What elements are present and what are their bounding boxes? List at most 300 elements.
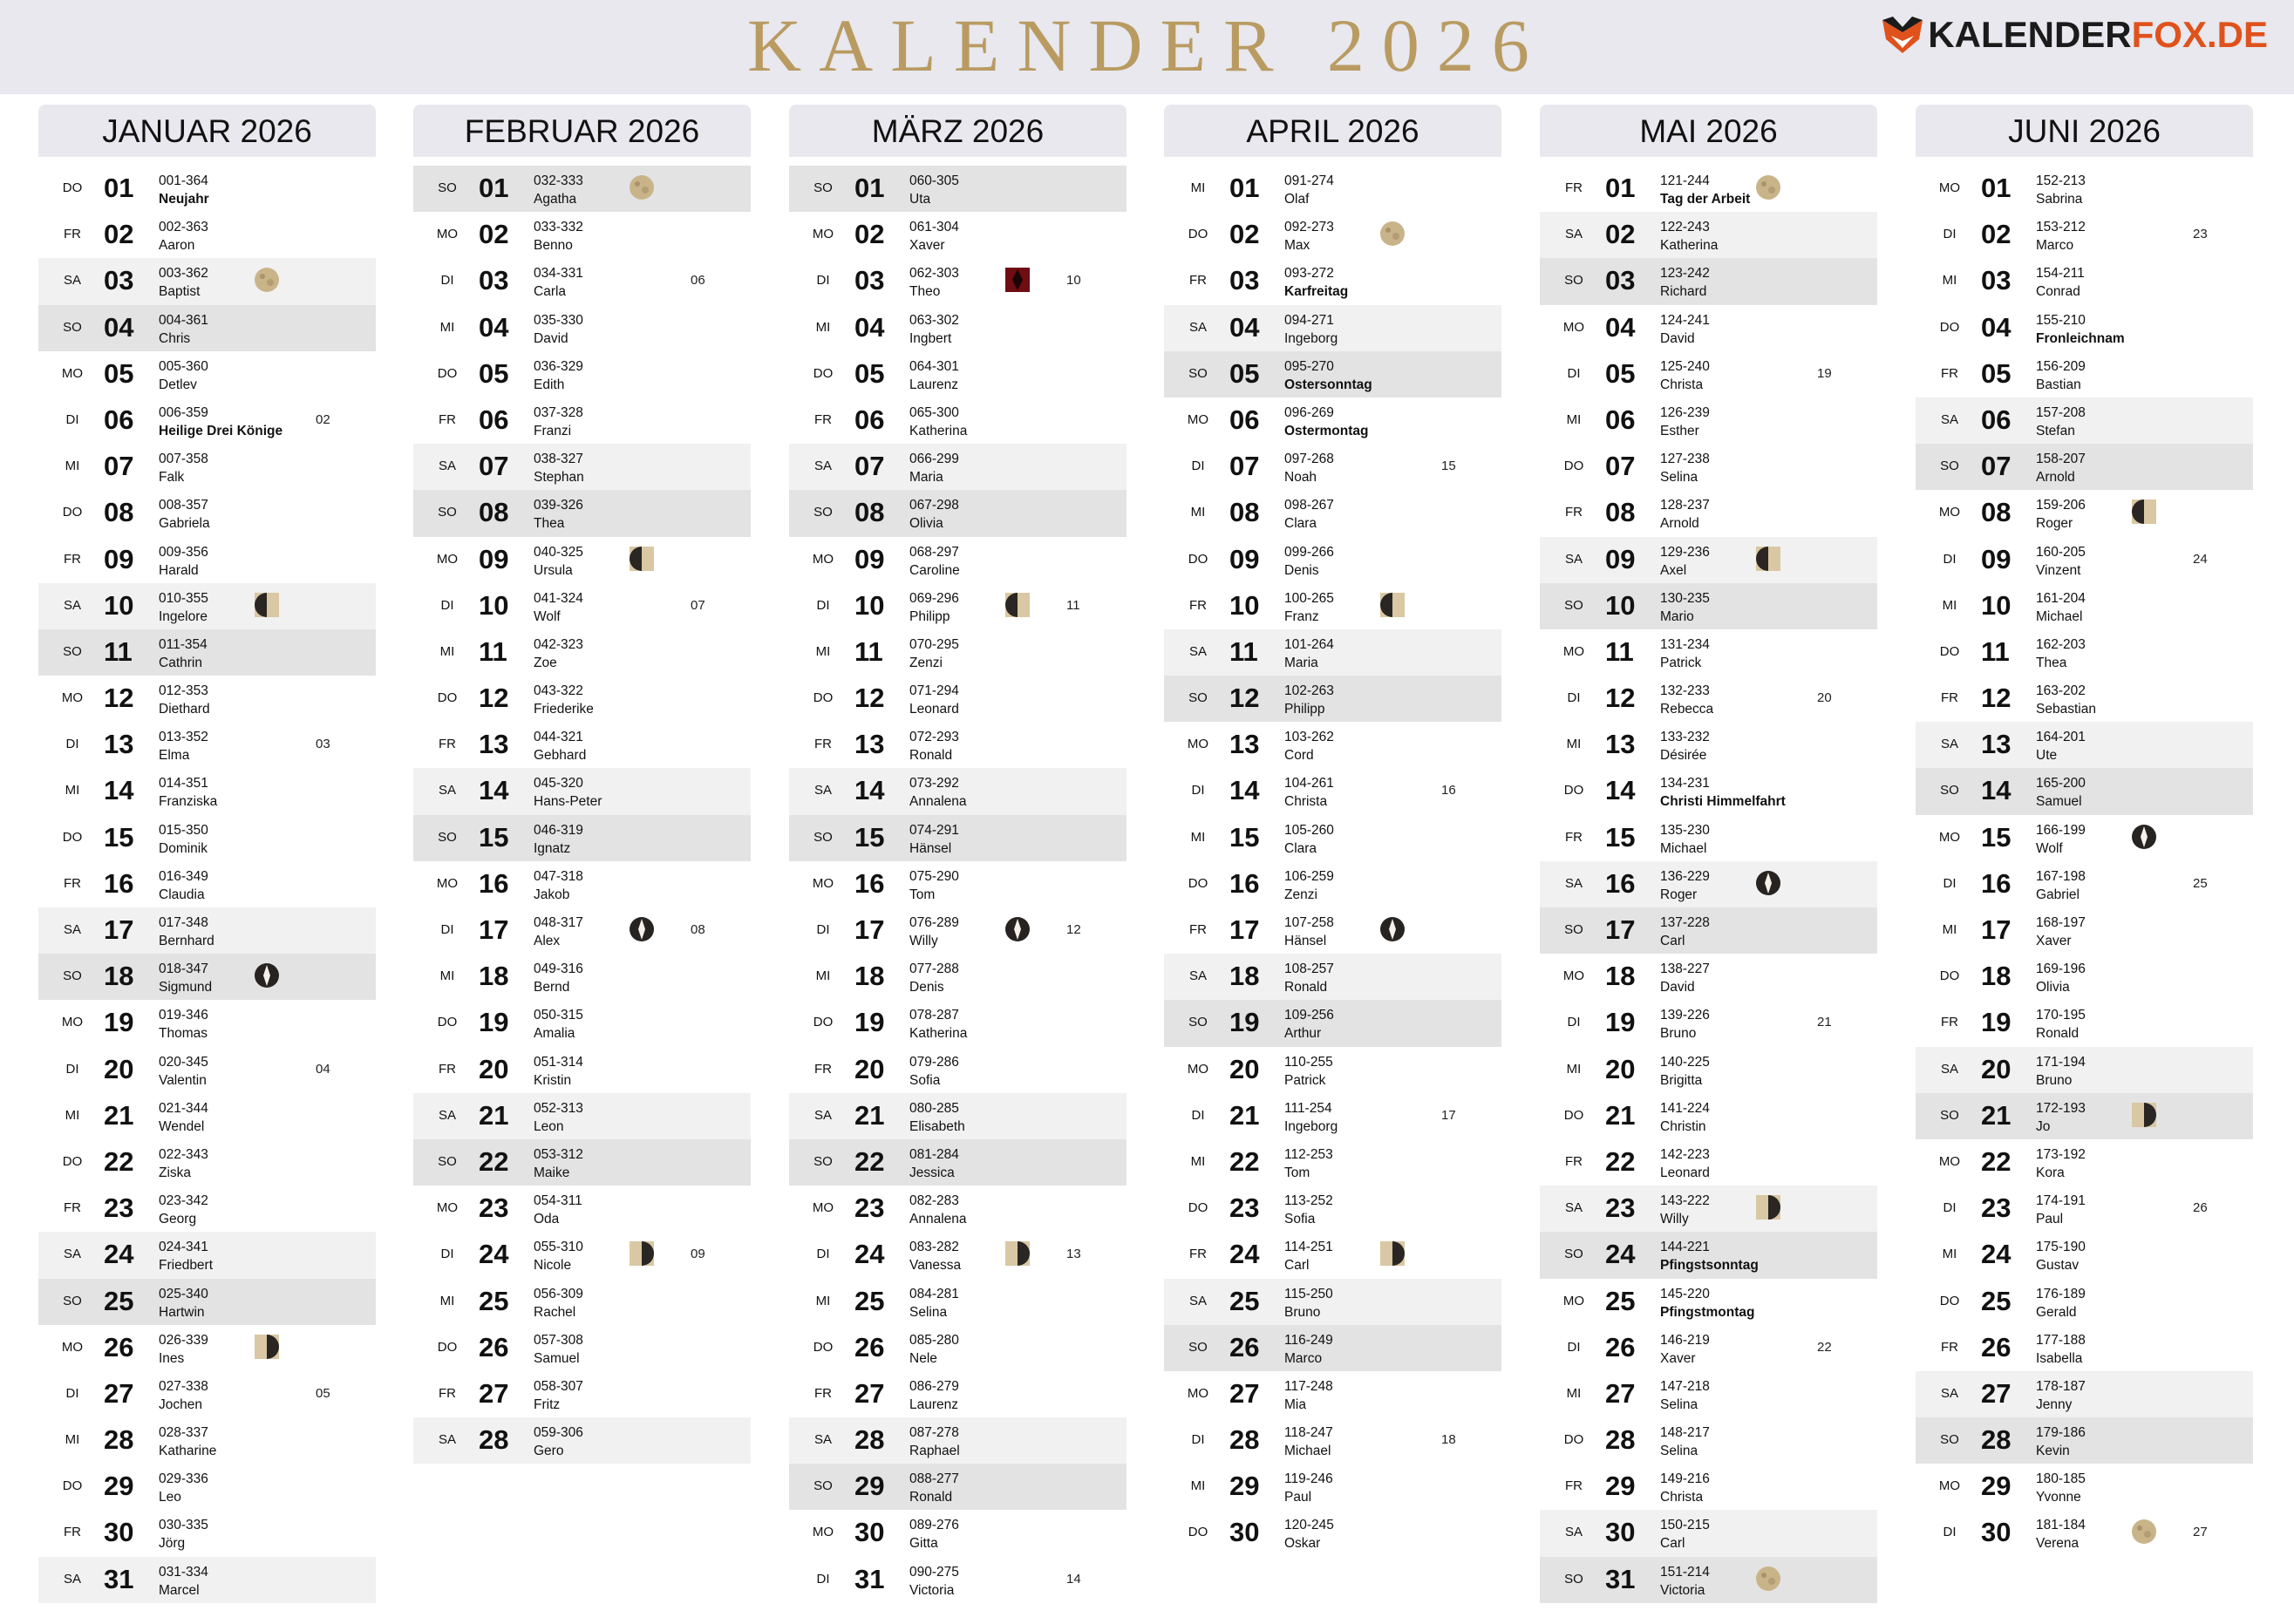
- day-row[interactable]: [38, 444, 376, 490]
- day-row[interactable]: [789, 351, 1127, 398]
- day-row[interactable]: [38, 907, 376, 954]
- day-info: [1660, 635, 1710, 672]
- day-info: [2036, 1470, 2086, 1506]
- weekday-label: SO: [63, 643, 82, 659]
- weekday-label: MO: [1938, 1478, 1961, 1494]
- day-row[interactable]: [413, 722, 751, 768]
- day-row[interactable]: [413, 815, 751, 861]
- day-row[interactable]: [1916, 444, 2253, 490]
- weekday-label: SO: [1188, 365, 1208, 381]
- day-number: 28: [479, 1424, 509, 1456]
- day-row[interactable]: [1540, 815, 1877, 861]
- day-row[interactable]: [1916, 629, 2253, 676]
- day-row[interactable]: [1540, 444, 1877, 490]
- day-row[interactable]: [1916, 166, 2253, 212]
- day-info: [1660, 1285, 1755, 1322]
- day-row[interactable]: [38, 398, 376, 444]
- week-number: 15: [1441, 459, 1456, 474]
- day-of-year-count: 085-280: [909, 1332, 959, 1348]
- weekday-label: DI: [1567, 365, 1581, 381]
- name-day: Roger: [2036, 516, 2073, 532]
- day-row[interactable]: [1916, 583, 2253, 629]
- day-row[interactable]: [38, 490, 376, 536]
- week-number: 26: [2193, 1200, 2208, 1216]
- day-row[interactable]: [789, 305, 1127, 351]
- weekday-label: MO: [812, 1525, 834, 1540]
- name-day: Bruno: [1660, 1026, 1697, 1042]
- kalenderfox-logo[interactable]: [1881, 10, 2268, 59]
- day-row[interactable]: [1540, 1279, 1877, 1325]
- day-row[interactable]: [1164, 676, 1501, 722]
- weekday-label: FR: [439, 1385, 456, 1401]
- day-row[interactable]: [413, 537, 751, 583]
- day-info: [909, 172, 959, 208]
- day-row[interactable]: [1540, 629, 1877, 676]
- day-row[interactable]: [1540, 1139, 1877, 1186]
- day-row[interactable]: [1164, 722, 1501, 768]
- day-of-year-count: 132-233: [1660, 683, 1710, 699]
- name-day: Marco: [2036, 238, 2074, 254]
- day-row[interactable]: [1916, 1510, 2253, 1556]
- day-row[interactable]: [38, 815, 376, 861]
- day-of-year-count: 125-240: [1660, 358, 1710, 374]
- day-of-year-count: 133-232: [1660, 730, 1710, 745]
- name-day: Ronald: [1284, 980, 1328, 995]
- day-row[interactable]: [38, 722, 376, 768]
- day-row[interactable]: [1916, 768, 2253, 814]
- day-of-year-count: 012-353: [159, 683, 208, 699]
- day-row[interactable]: [1916, 351, 2253, 398]
- day-row[interactable]: [1164, 1325, 1501, 1371]
- weekday-label: MO: [812, 875, 834, 891]
- name-day: Tom: [909, 887, 936, 902]
- day-row[interactable]: [789, 490, 1127, 536]
- day-row[interactable]: [1164, 351, 1501, 398]
- day-row[interactable]: [789, 954, 1127, 1000]
- day-row[interactable]: [789, 861, 1127, 907]
- day-row[interactable]: [1540, 1093, 1877, 1139]
- day-row[interactable]: [1916, 1047, 2253, 1093]
- day-number: 30: [1981, 1517, 2012, 1548]
- day-info: [1284, 728, 1334, 764]
- day-row[interactable]: [38, 1325, 376, 1371]
- day-of-year-count: 033-332: [534, 220, 583, 235]
- day-row[interactable]: [413, 258, 751, 304]
- day-row[interactable]: [38, 212, 376, 258]
- day-number: 24: [1229, 1239, 1260, 1270]
- day-row[interactable]: [1540, 722, 1877, 768]
- day-row[interactable]: [1164, 1232, 1501, 1278]
- day-info: [909, 960, 959, 996]
- moon-new-icon: [2130, 823, 2158, 851]
- day-row[interactable]: [789, 676, 1127, 722]
- day-row[interactable]: [413, 351, 751, 398]
- day-row[interactable]: [1164, 1093, 1501, 1139]
- day-row[interactable]: [38, 676, 376, 722]
- day-row[interactable]: [789, 815, 1127, 861]
- day-row[interactable]: [1540, 1000, 1877, 1046]
- name-day: Ronald: [909, 1490, 953, 1505]
- name-day: Richard: [1660, 284, 1707, 300]
- weekday-label: DI: [1567, 1339, 1581, 1355]
- name-day: Georg: [159, 1212, 197, 1227]
- day-row[interactable]: [413, 212, 751, 258]
- day-row[interactable]: [1916, 1186, 2253, 1232]
- day-number: 27: [854, 1377, 885, 1409]
- day-row[interactable]: [413, 1232, 751, 1278]
- day-row[interactable]: [413, 1325, 751, 1371]
- day-row[interactable]: [1164, 1139, 1501, 1186]
- day-row[interactable]: [38, 166, 376, 212]
- day-row[interactable]: [1164, 768, 1501, 814]
- day-info: [909, 1377, 959, 1414]
- day-row[interactable]: [1540, 907, 1877, 954]
- day-row[interactable]: [1916, 1371, 2253, 1417]
- day-row[interactable]: [789, 444, 1127, 490]
- day-of-year-count: 036-329: [534, 358, 583, 374]
- day-row[interactable]: [789, 398, 1127, 444]
- day-of-year-count: 006-359: [159, 404, 208, 420]
- day-row[interactable]: [1916, 1093, 2253, 1139]
- day-row[interactable]: [789, 1139, 1127, 1186]
- day-row[interactable]: [38, 1186, 376, 1232]
- day-row[interactable]: [789, 907, 1127, 954]
- day-row[interactable]: [1164, 861, 1501, 907]
- name-day: Wolf: [2036, 840, 2063, 856]
- day-row[interactable]: [1164, 258, 1501, 304]
- day-info: [534, 589, 583, 626]
- day-row[interactable]: [1916, 1417, 2253, 1464]
- day-info: [2036, 1192, 2086, 1228]
- day-of-year-count: 023-342: [159, 1193, 208, 1209]
- day-row[interactable]: [413, 444, 751, 490]
- day-row[interactable]: [1164, 537, 1501, 583]
- day-row[interactable]: [1916, 258, 2253, 304]
- name-day: Hänsel: [1284, 934, 1327, 948]
- day-row[interactable]: [789, 1464, 1127, 1510]
- day-row[interactable]: [789, 1510, 1127, 1556]
- day-row[interactable]: [38, 1371, 376, 1417]
- day-row[interactable]: [1164, 166, 1501, 212]
- day-row[interactable]: [1164, 398, 1501, 444]
- name-day: Aaron: [159, 238, 195, 254]
- day-number: 27: [1981, 1377, 2012, 1409]
- day-number: 16: [104, 867, 134, 899]
- day-of-year-count: 065-300: [909, 404, 959, 420]
- day-row[interactable]: [1164, 815, 1501, 861]
- weekday-label: MI: [1190, 829, 1206, 845]
- day-row[interactable]: [1916, 398, 2253, 444]
- day-row[interactable]: [413, 676, 751, 722]
- day-row[interactable]: [38, 351, 376, 398]
- day-of-year-count: 112-253: [1284, 1146, 1333, 1162]
- weekday-label: SO: [1564, 1247, 1583, 1262]
- day-number: 06: [1605, 404, 1636, 435]
- weekday-label: MO: [1938, 1153, 1961, 1169]
- holiday-name: Karfreitag: [1284, 284, 1349, 300]
- day-row[interactable]: [1164, 1279, 1501, 1325]
- day-row[interactable]: [413, 1186, 751, 1232]
- day-row[interactable]: [1540, 676, 1877, 722]
- day-row[interactable]: [789, 768, 1127, 814]
- day-row[interactable]: [1540, 1557, 1877, 1603]
- day-row[interactable]: [1916, 722, 2253, 768]
- day-row[interactable]: [1164, 1186, 1501, 1232]
- day-row[interactable]: [1164, 583, 1501, 629]
- day-row[interactable]: [1540, 537, 1877, 583]
- day-row[interactable]: [1916, 1325, 2253, 1371]
- name-day: Nicole: [534, 1258, 572, 1274]
- day-row[interactable]: [413, 954, 751, 1000]
- moon-new-icon: [1378, 915, 1406, 943]
- day-number: 11: [1229, 635, 1258, 667]
- day-row[interactable]: [413, 583, 751, 629]
- day-row[interactable]: [1164, 1000, 1501, 1046]
- day-row[interactable]: [38, 1510, 376, 1556]
- weekday-label: MO: [436, 875, 459, 891]
- day-of-year-count: 020-345: [159, 1054, 208, 1070]
- name-day: Harald: [159, 562, 199, 578]
- day-row[interactable]: [38, 1000, 376, 1046]
- day-row[interactable]: [413, 1000, 751, 1046]
- day-row[interactable]: [413, 1279, 751, 1325]
- day-row[interactable]: [789, 1325, 1127, 1371]
- day-info: [2036, 728, 2086, 764]
- day-row[interactable]: [413, 629, 751, 676]
- week-number: 11: [1066, 597, 1080, 613]
- day-row[interactable]: [1164, 1464, 1501, 1510]
- name-day: Gero: [534, 1444, 564, 1459]
- day-of-year-count: 008-357: [159, 498, 208, 513]
- day-of-year-count: 084-281: [909, 1286, 959, 1301]
- weekday-label: DI: [816, 1247, 830, 1262]
- day-info: [909, 1238, 961, 1274]
- day-row[interactable]: [789, 537, 1127, 583]
- day-row[interactable]: [1540, 258, 1877, 304]
- day-row[interactable]: [1916, 907, 2253, 954]
- day-row[interactable]: [1540, 1186, 1877, 1232]
- day-row[interactable]: [1916, 1279, 2253, 1325]
- day-row[interactable]: [789, 629, 1127, 676]
- day-row[interactable]: [1164, 490, 1501, 536]
- day-row[interactable]: [1540, 861, 1877, 907]
- day-row[interactable]: [1540, 1325, 1877, 1371]
- day-row[interactable]: [789, 1279, 1127, 1325]
- day-row[interactable]: [38, 954, 376, 1000]
- day-of-year-count: 015-350: [159, 822, 208, 838]
- day-row[interactable]: [38, 629, 376, 676]
- day-info: [909, 1563, 959, 1600]
- day-row[interactable]: [1540, 305, 1877, 351]
- day-row[interactable]: [1916, 212, 2253, 258]
- day-info: [2036, 1145, 2086, 1182]
- day-info: [534, 496, 583, 533]
- weekday-label: DO: [62, 1153, 83, 1169]
- day-row[interactable]: [1164, 212, 1501, 258]
- day-row[interactable]: [413, 166, 751, 212]
- moon-new-icon: [628, 915, 656, 943]
- day-info: [1660, 1563, 1710, 1600]
- day-row[interactable]: [413, 861, 751, 907]
- day-row[interactable]: [789, 1557, 1127, 1603]
- day-number: 02: [1981, 219, 2012, 250]
- day-row[interactable]: [1540, 351, 1877, 398]
- day-row[interactable]: [38, 1232, 376, 1278]
- day-row[interactable]: [1540, 490, 1877, 536]
- day-row[interactable]: [1540, 583, 1877, 629]
- day-row[interactable]: [789, 1232, 1127, 1278]
- day-row[interactable]: [1540, 1232, 1877, 1278]
- day-of-year-count: 057-308: [534, 1332, 583, 1348]
- day-of-year-count: 053-312: [534, 1146, 583, 1162]
- day-row[interactable]: [1164, 1371, 1501, 1417]
- weekday-label: DO: [62, 505, 83, 520]
- day-row[interactable]: [413, 305, 751, 351]
- name-day: Carl: [1660, 1536, 1685, 1552]
- day-of-year-count: 115-250: [1284, 1286, 1333, 1301]
- name-day: Rebecca: [1660, 702, 1714, 717]
- day-row[interactable]: [1540, 1464, 1877, 1510]
- day-row[interactable]: [1916, 815, 2253, 861]
- weekday-label: DI: [65, 411, 79, 427]
- day-row[interactable]: [38, 861, 376, 907]
- weekday-label: DO: [813, 365, 834, 381]
- day-number: 14: [1981, 775, 2012, 806]
- weekday-label: DI: [1943, 875, 1957, 891]
- day-row[interactable]: [1540, 1047, 1877, 1093]
- name-day: Gebhard: [534, 748, 587, 764]
- day-info: [2036, 1285, 2086, 1322]
- day-of-year-count: 150-215: [1660, 1518, 1710, 1533]
- day-number: 18: [1605, 961, 1636, 992]
- day-of-year-count: 110-255: [1284, 1054, 1333, 1070]
- day-row[interactable]: [1916, 676, 2253, 722]
- day-row[interactable]: [1164, 305, 1501, 351]
- day-row[interactable]: [1164, 954, 1501, 1000]
- day-row[interactable]: [38, 1279, 376, 1325]
- day-row[interactable]: [38, 1093, 376, 1139]
- day-row[interactable]: [413, 1371, 751, 1417]
- day-row[interactable]: [1916, 1232, 2253, 1278]
- day-row[interactable]: [1540, 768, 1877, 814]
- day-row[interactable]: [38, 1139, 376, 1186]
- day-number: 15: [1605, 821, 1636, 853]
- day-row[interactable]: [789, 1417, 1127, 1464]
- day-row[interactable]: [789, 1186, 1127, 1232]
- day-row[interactable]: [789, 166, 1127, 212]
- day-row[interactable]: [1916, 305, 2253, 351]
- name-day: Patrick: [1284, 1072, 1326, 1088]
- day-row[interactable]: [413, 1093, 751, 1139]
- day-row[interactable]: [413, 490, 751, 536]
- day-row[interactable]: [1164, 444, 1501, 490]
- day-row[interactable]: [1916, 490, 2253, 536]
- day-row[interactable]: [789, 1371, 1127, 1417]
- day-row[interactable]: [413, 907, 751, 954]
- day-info: [159, 218, 208, 255]
- day-row[interactable]: [38, 1464, 376, 1510]
- day-row[interactable]: [789, 1000, 1127, 1046]
- day-info: [159, 1470, 208, 1506]
- day-row[interactable]: [413, 768, 751, 814]
- day-of-year-count: 034-331: [534, 266, 583, 282]
- day-number: 09: [479, 543, 509, 574]
- day-info: [909, 635, 959, 672]
- day-row[interactable]: [789, 1093, 1127, 1139]
- day-of-year-count: 167-198: [2036, 868, 2086, 884]
- day-info: [1284, 357, 1372, 394]
- weekday-label: SO: [1564, 1571, 1583, 1587]
- day-row[interactable]: [38, 305, 376, 351]
- day-row[interactable]: [1916, 1000, 2253, 1046]
- day-row[interactable]: [1540, 1510, 1877, 1556]
- day-row[interactable]: [1540, 212, 1877, 258]
- day-row[interactable]: [789, 1047, 1127, 1093]
- day-of-year-count: 060-305: [909, 173, 959, 188]
- day-row[interactable]: [38, 768, 376, 814]
- day-row[interactable]: [1540, 166, 1877, 212]
- day-info: [159, 264, 208, 301]
- day-number: 16: [1229, 867, 1260, 899]
- day-of-year-count: 141-224: [1660, 1100, 1710, 1116]
- day-row[interactable]: [1916, 954, 2253, 1000]
- name-day: Willy: [909, 934, 938, 948]
- day-row[interactable]: [38, 537, 376, 583]
- day-row[interactable]: [789, 212, 1127, 258]
- day-row[interactable]: [1916, 537, 2253, 583]
- day-info: [2036, 1424, 2086, 1460]
- day-row[interactable]: [1916, 861, 2253, 907]
- day-row[interactable]: [789, 583, 1127, 629]
- day-number: 23: [1229, 1193, 1260, 1224]
- day-info: [1284, 218, 1334, 255]
- day-info: [159, 1192, 208, 1228]
- day-number: 21: [1981, 1099, 2012, 1131]
- day-row[interactable]: [1164, 1510, 1501, 1556]
- day-row[interactable]: [1916, 1464, 2253, 1510]
- day-row[interactable]: [413, 1417, 751, 1464]
- day-row[interactable]: [413, 398, 751, 444]
- day-row[interactable]: [413, 1047, 751, 1093]
- day-row[interactable]: [38, 583, 376, 629]
- name-day: Fritz: [534, 1396, 561, 1412]
- day-row[interactable]: [789, 258, 1127, 304]
- day-row[interactable]: [1164, 629, 1501, 676]
- day-row[interactable]: [789, 722, 1127, 768]
- day-row[interactable]: [38, 1047, 376, 1093]
- day-row[interactable]: [38, 1417, 376, 1464]
- day-row[interactable]: [1540, 1371, 1877, 1417]
- day-row[interactable]: [38, 1557, 376, 1603]
- weekday-label: DI: [440, 922, 454, 937]
- day-row[interactable]: [1164, 1417, 1501, 1464]
- day-of-year-count: 097-268: [1284, 452, 1334, 467]
- name-day: Christa: [1660, 377, 1704, 392]
- day-row[interactable]: [38, 258, 376, 304]
- day-row[interactable]: [1540, 954, 1877, 1000]
- day-info: [2036, 682, 2096, 718]
- day-row[interactable]: [1916, 1139, 2253, 1186]
- day-row[interactable]: [1540, 1417, 1877, 1464]
- weekday-label: DI: [1943, 227, 1957, 242]
- day-row[interactable]: [1164, 1047, 1501, 1093]
- day-number: 08: [1229, 497, 1260, 528]
- day-row[interactable]: [1540, 398, 1877, 444]
- weekday-label: MO: [1187, 737, 1209, 752]
- day-row[interactable]: [413, 1139, 751, 1186]
- weekday-label: FR: [1189, 1247, 1207, 1262]
- day-row[interactable]: [1164, 907, 1501, 954]
